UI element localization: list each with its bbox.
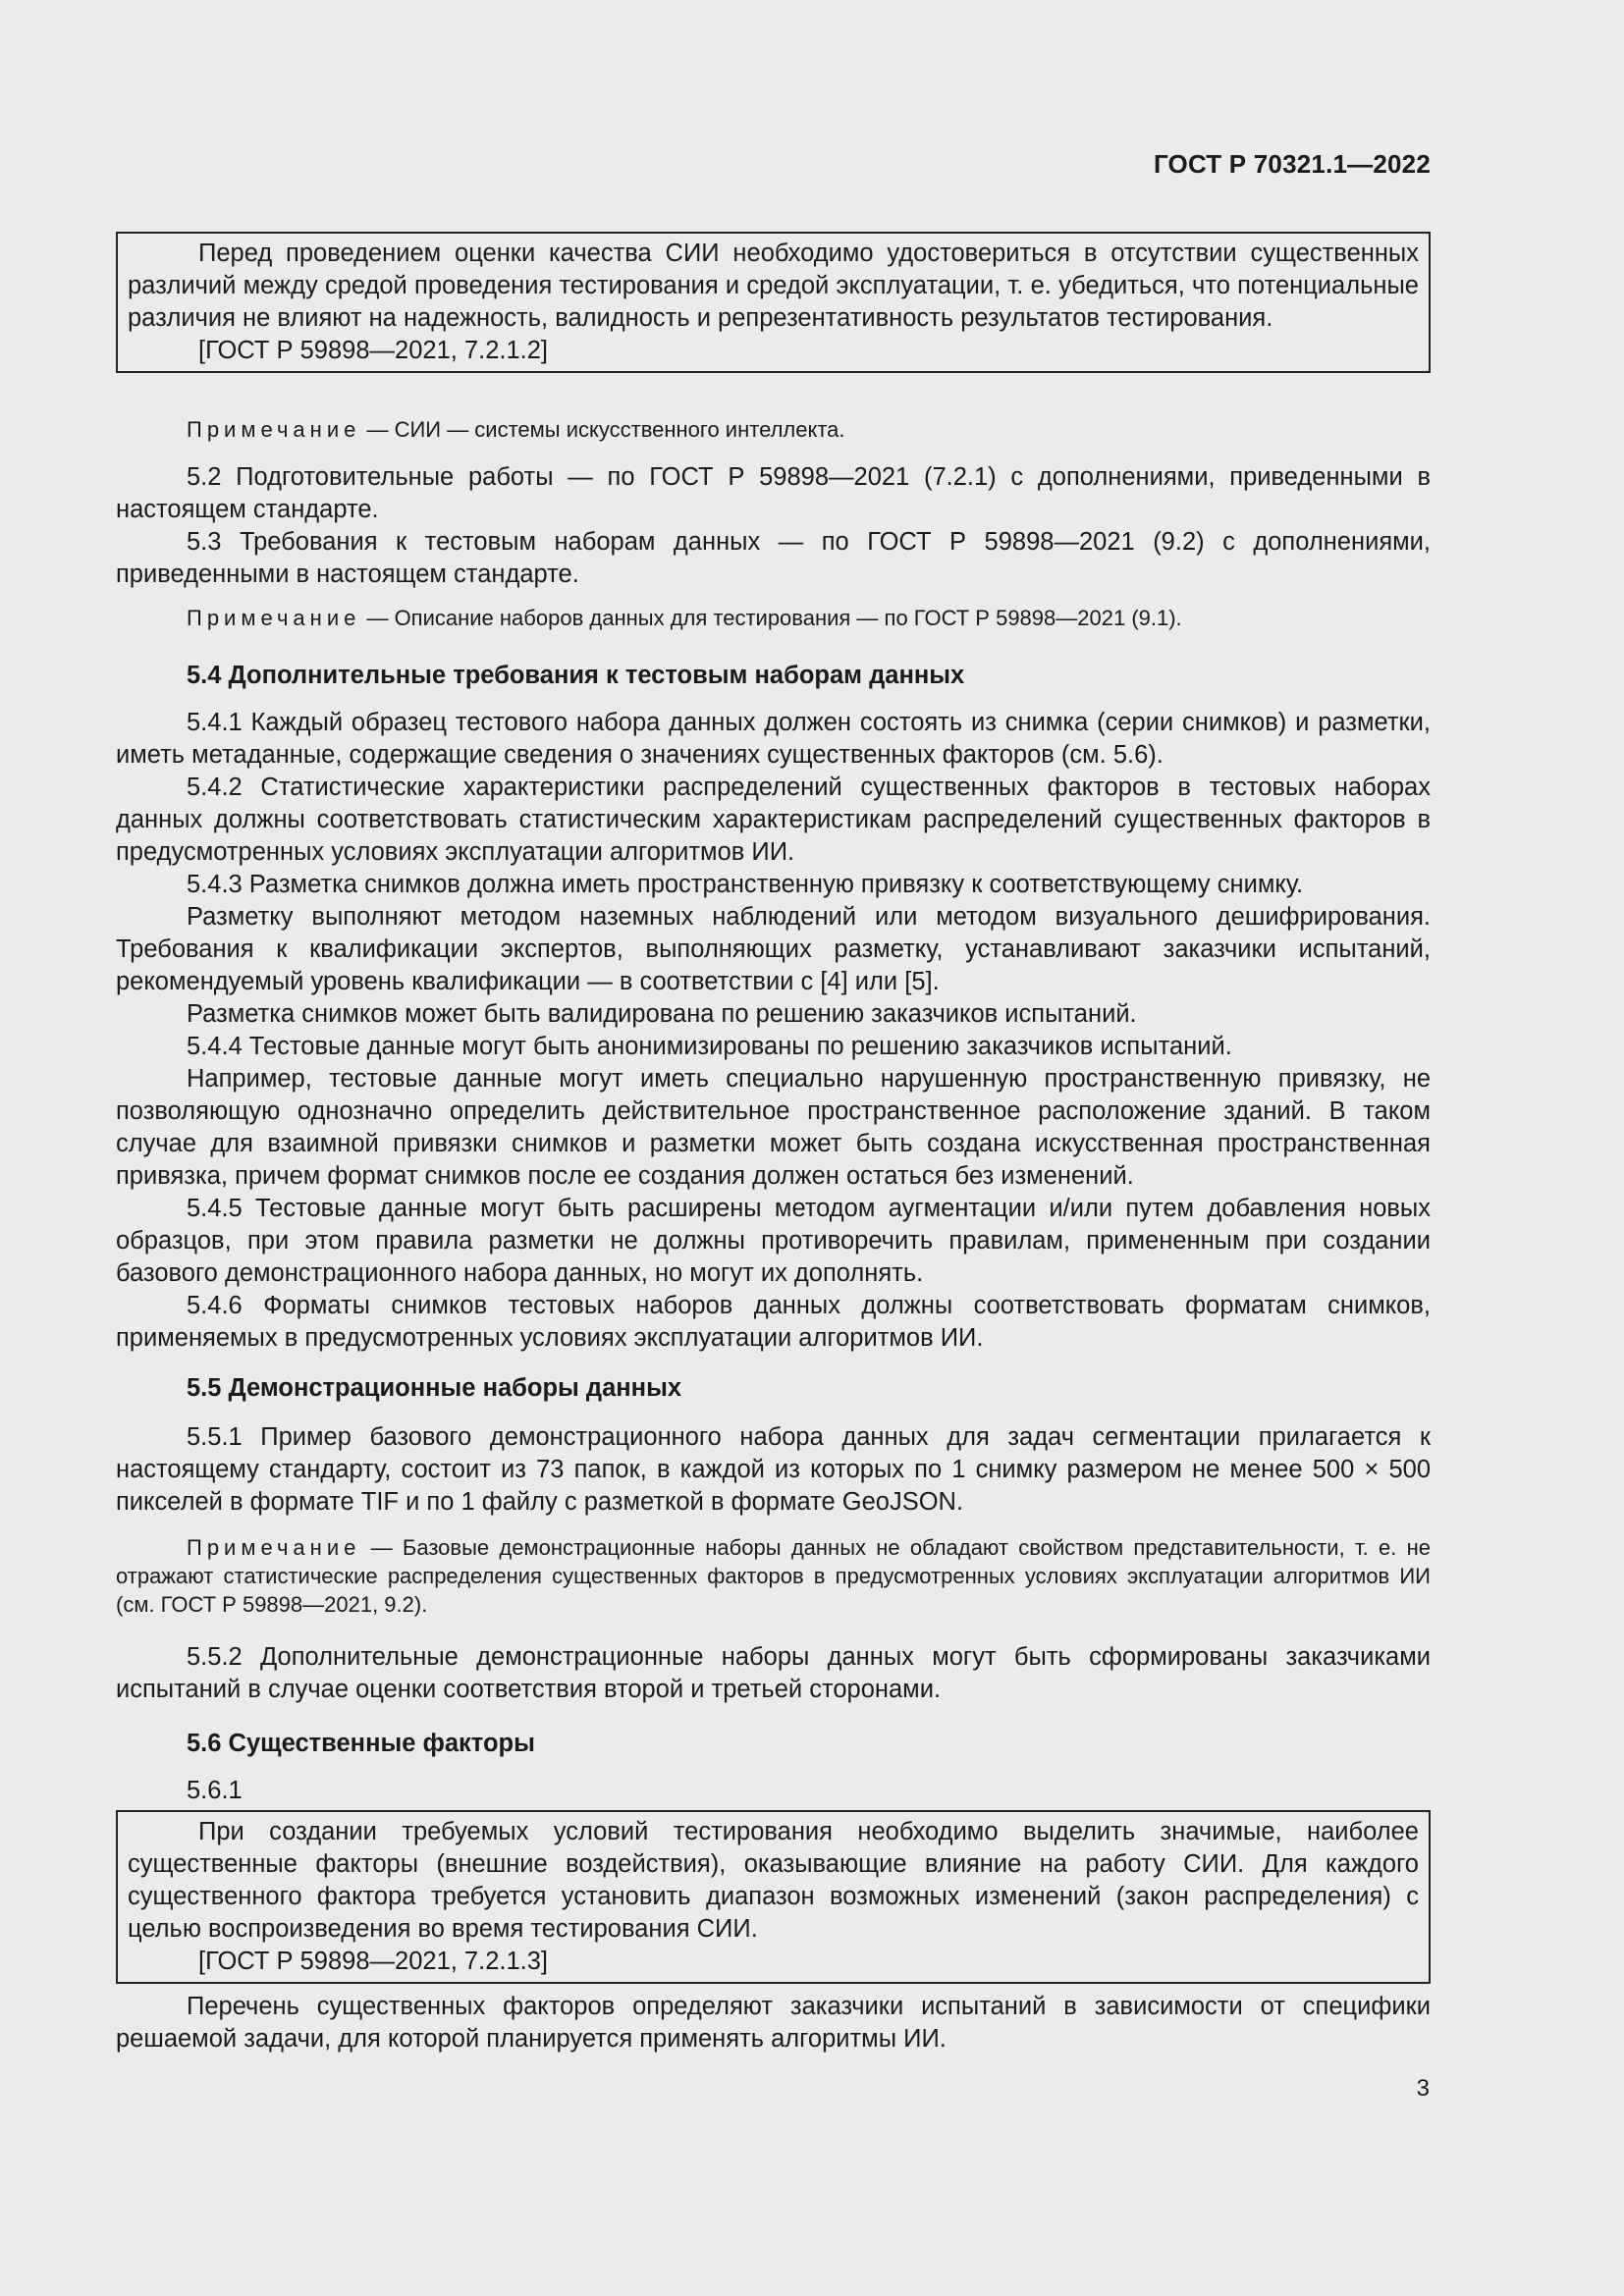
paragraph-5-3: 5.3 Требования к тестовым наборам данных — по ГОСТ Р 59898—2021 (9.2) с дополнениями, приведенными в настоящем стандарте. bbox=[116, 528, 1431, 588]
paragraph-5-4-3: 5.4.3 Разметка снимков должна иметь пространственную привязку к соответствующему снимку. bbox=[187, 871, 1304, 898]
paragraph-5-6-1-b: Перечень существенных факторов определяют заказчики испытаний в зависимости от специфики решаемой задачи, для которой планируется применять алгоритмы ИИ. bbox=[116, 1993, 1431, 2053]
note-2 bbox=[116, 604, 1431, 632]
box1-ref: [ГОСТ Р 59898—2021, 7.2.1.2] bbox=[198, 337, 548, 364]
heading-5-6: 5.6 Существенные факторы bbox=[187, 1730, 535, 1757]
box2-ref: [ГОСТ Р 59898—2021, 7.2.1.3] bbox=[198, 1948, 548, 1975]
document-header: ГОСТ Р 70321.1—2022 bbox=[1153, 149, 1431, 179]
note-3 bbox=[116, 1533, 1431, 1619]
quoted-box-1 bbox=[116, 232, 1431, 373]
note-1 bbox=[116, 415, 1431, 444]
page-number: 3 bbox=[1416, 2075, 1430, 2102]
paragraph-5-6-1: 5.6.1 bbox=[187, 1777, 243, 1804]
heading-5-4: 5.4 Дополнительные требования к тестовым наборам данных bbox=[187, 662, 965, 689]
paragraph-5-2: 5.2 Подготовительные работы — по ГОСТ Р 59898—2021 (7.2.1) с дополнениями, приведенными в настоящем стандарте. bbox=[116, 463, 1431, 523]
note-1-text: — СИИ — системы искусственного интеллекта. bbox=[360, 417, 845, 442]
paragraph-5-4-2: 5.4.2 Статистические характеристики распределений существенных факторов в тестовых наборах данных должны соответствовать статистическим характеристикам распределений существенных факторов в предусмотренных условиях эксплуатации алгоритмов ИИ. bbox=[116, 774, 1431, 866]
note-1-label: Примечание bbox=[187, 417, 361, 442]
paragraph-5-4-6: 5.4.6 Форматы снимков тестовых наборов данных должны соответствовать форматам снимков, применяемых в предусмотренных условиях эксплуатации алгоритмов ИИ. bbox=[116, 1292, 1431, 1352]
quoted-box-2 bbox=[116, 1810, 1431, 1984]
paragraph-5-4-5: 5.4.5 Тестовые данные могут быть расширены методом аугментации и/или путем добавления новых образцов, при этом правила разметки не должны противоречить правилам, примененным при создании базового демонстрационного набора данных, но могут их дополнять. bbox=[116, 1195, 1431, 1287]
paragraph-5-5-1: 5.5.1 Пример базового демонстрационного набора данных для задач сегментации прилагается к настоящему стандарту, состоит из 73 папок, в каждой из которых по 1 снимку размером не менее 500 × 500 пикселей в формате TIF и по 1 файлу с разметкой в формате GeoJSON. bbox=[116, 1423, 1431, 1516]
paragraph-5-4-3-c: Разметка снимков может быть валидирована по решению заказчиков испытаний. bbox=[187, 1000, 1137, 1028]
heading-5-5: 5.5 Демонстрационные наборы данных bbox=[187, 1374, 682, 1402]
box2-text: При создании требуемых условий тестирования необходимо выделить значимые, наиболее существенные факторы (внешние воздействия), оказывающие влияние на работу СИИ. Для каждого существенного фактора требуется установить диапазон возможных изменений (закон распределения) с целью воспроизведения во время тестирования СИИ. bbox=[128, 1818, 1419, 1943]
paragraph-5-4-4-b: Например, тестовые данные могут иметь специально нарушенную пространственную привязку, не позволяющую однозначно определить действительное пространственное расположение зданий. В таком случае для взаимной привязки снимков и разметки может быть создана искусственная пространственная привязка, причем формат снимков после ее создания должен остаться без изменений. bbox=[116, 1065, 1431, 1190]
paragraph-5-4-3-b: Разметку выполняют методом наземных наблюдений или методом визуального дешифрирования. Требования к квалификации экспертов, выполняющих разметку, устанавливают заказчики испытаний, рекомендуемый уровень квалификации — в соответствии с [4] или [5]. bbox=[116, 903, 1431, 995]
paragraph-5-4-1: 5.4.1 Каждый образец тестового набора данных должен состоять из снимка (серии снимков) и разметки, иметь метаданные, содержащие сведения о значениях существенных факторов (см. 5.6). bbox=[116, 709, 1431, 769]
box1-text: Перед проведением оценки качества СИИ необходимо удостовериться в отсутствии существенных различий между средой проведения тестирования и средой эксплуатации, т. е. убедиться, что потенциальные различия не влияют на надежность, валидность и репрезентативность результатов тестирования. bbox=[128, 240, 1419, 332]
note-3-label: Примечание bbox=[187, 1535, 361, 1560]
paragraph-5-5-2: 5.5.2 Дополнительные демонстрационные наборы данных могут быть сформированы заказчиками испытаний в случае оценки соответствия второй и третьей сторонами. bbox=[116, 1643, 1431, 1703]
note-2-label: Примечание bbox=[187, 606, 361, 630]
paragraph-5-4-4: 5.4.4 Тестовые данные могут быть анонимизированы по решению заказчиков испытаний. bbox=[187, 1033, 1232, 1060]
note-3-text: — Базовые демонстрационные наборы данных не обладают свойством представительности, т. е. не отражают статистические распределения существенных факторов в предусмотренных условиях эксплуатации алгоритмов ИИ (см. ГОСТ Р 59898—2021, 9.2). bbox=[116, 1535, 1431, 1617]
note-2-text: — Описание наборов данных для тестирования — по ГОСТ Р 59898—2021 (9.1). bbox=[360, 606, 1182, 630]
